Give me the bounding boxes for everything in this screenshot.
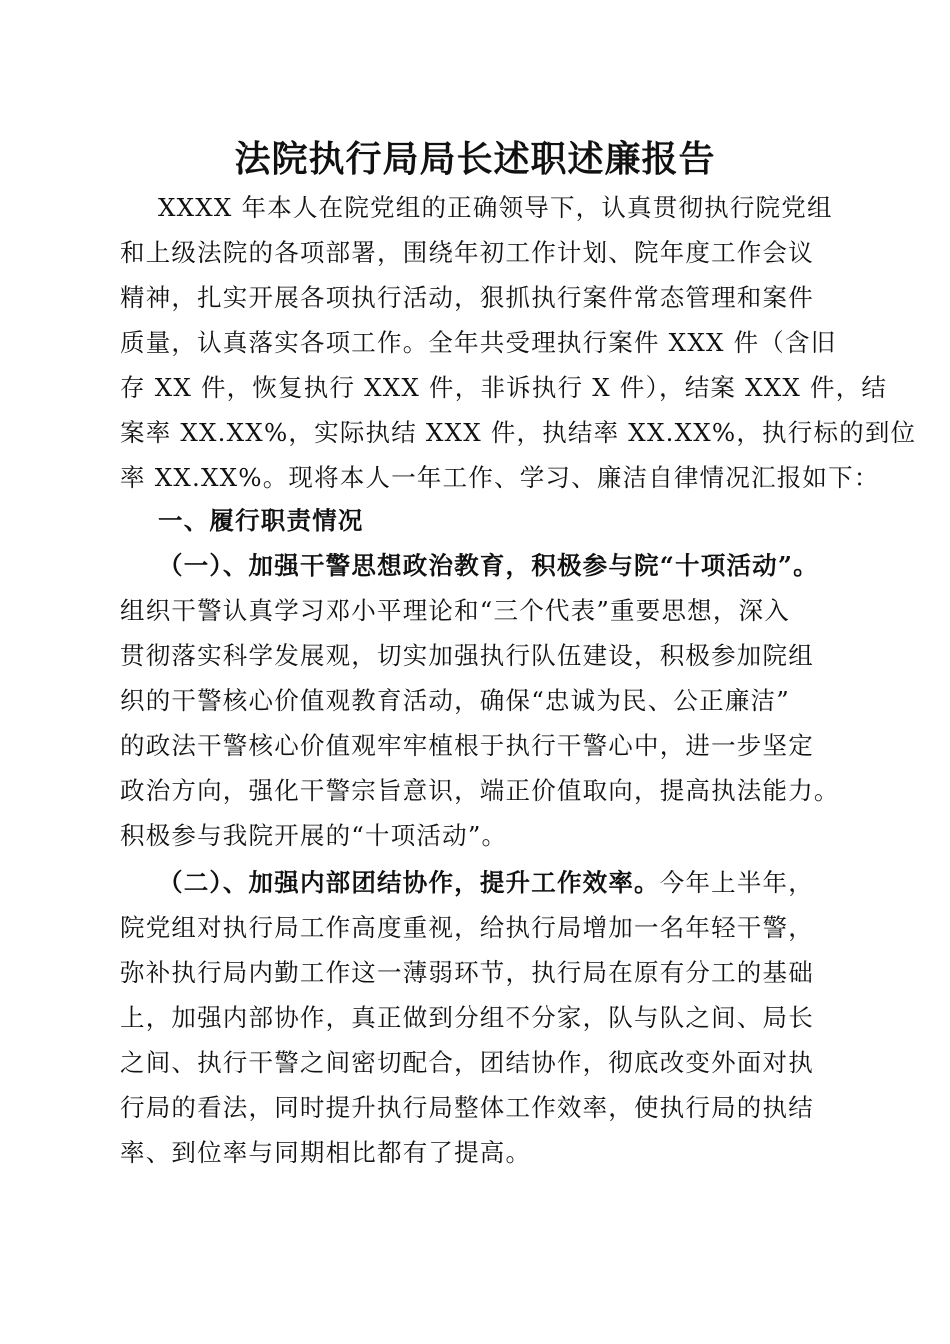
text-line: 和上级法院的各项部署，围绕年初工作计划、院年度工作会议 [120, 238, 814, 267]
text-line: 案率 XX.XX%，实际执结 XXX 件，执结率 XX.XX%，执行标的到位 [120, 418, 917, 447]
text-line: 弥补执行局内勤工作这一薄弱环节，执行局在原有分工的基础 [120, 958, 814, 987]
text-line: 率 XX.XX%。现将本人一年工作、学习、廉洁自律情况汇报如下： [120, 463, 880, 492]
text-line: 积极参与我院开展的“十项活动”。 [120, 821, 508, 850]
text-line: 精神，扎实开展各项执行活动，狠抓执行案件常态管理和案件 [120, 283, 814, 312]
text-line: 之间、执行干警之间密切配合，团结协作，彻底改变外面对执 [120, 1048, 814, 1077]
text-line: 的政法干警核心价值观牢牢植根于执行干警心中，进一步坚定 [120, 731, 814, 760]
subsection-heading: （二）、加强内部团结协作，提升工作效率。 [158, 868, 660, 897]
text-line: 织的干警核心价值观教育活动，确保“忠诚为民、公正廉洁” [120, 686, 790, 715]
text-line: 质量，认真落实各项工作。全年共受理执行案件 XXX 件（含旧 [120, 328, 837, 357]
subsection-line [120, 860, 835, 905]
text-line: 组织干警认真学习邓小平理论和“三个代表”重要思想，深入 [120, 596, 790, 625]
text-line: 存 XX 件，恢复执行 XXX 件，非诉执行 X 件），结案 XXX 件，结 [120, 373, 888, 402]
text-line: XXXX 年本人在院党组的正确领导下，认真贯彻执行院党组 [158, 193, 833, 222]
text-line: 率、到位率与同期相比都有了提高。 [120, 1138, 532, 1167]
paragraph-section-2 [120, 860, 835, 1175]
text-line: 上，加强内部协作，真正做到分组不分家，队与队之间、局长 [120, 1003, 814, 1032]
section-heading-block [120, 498, 835, 543]
text-line: 贯彻落实科学发展观，切实加强执行队伍建设，积极参加院组 [120, 641, 814, 670]
section-heading: 一、履行职责情况 [158, 506, 364, 535]
paragraph-section-1 [120, 543, 840, 858]
paragraph-intro [120, 185, 917, 500]
document-title: 法院执行局局长述职述廉报告 [234, 138, 716, 180]
text-line: 行局的看法，同时提升执行局整体工作效率，使执行局的执结 [120, 1093, 814, 1122]
text-fragment: 今年上半年， [659, 868, 814, 897]
text-line: 政治方向，强化干警宗旨意识，端正价值取向，提高执法能力。 [120, 776, 840, 805]
subsection-heading: （一）、加强干警思想政治教育，积极参与院“十项活动”。 [158, 551, 819, 580]
text-line: 院党组对执行局工作高度重视，给执行局增加一名年轻干警， [120, 913, 814, 942]
